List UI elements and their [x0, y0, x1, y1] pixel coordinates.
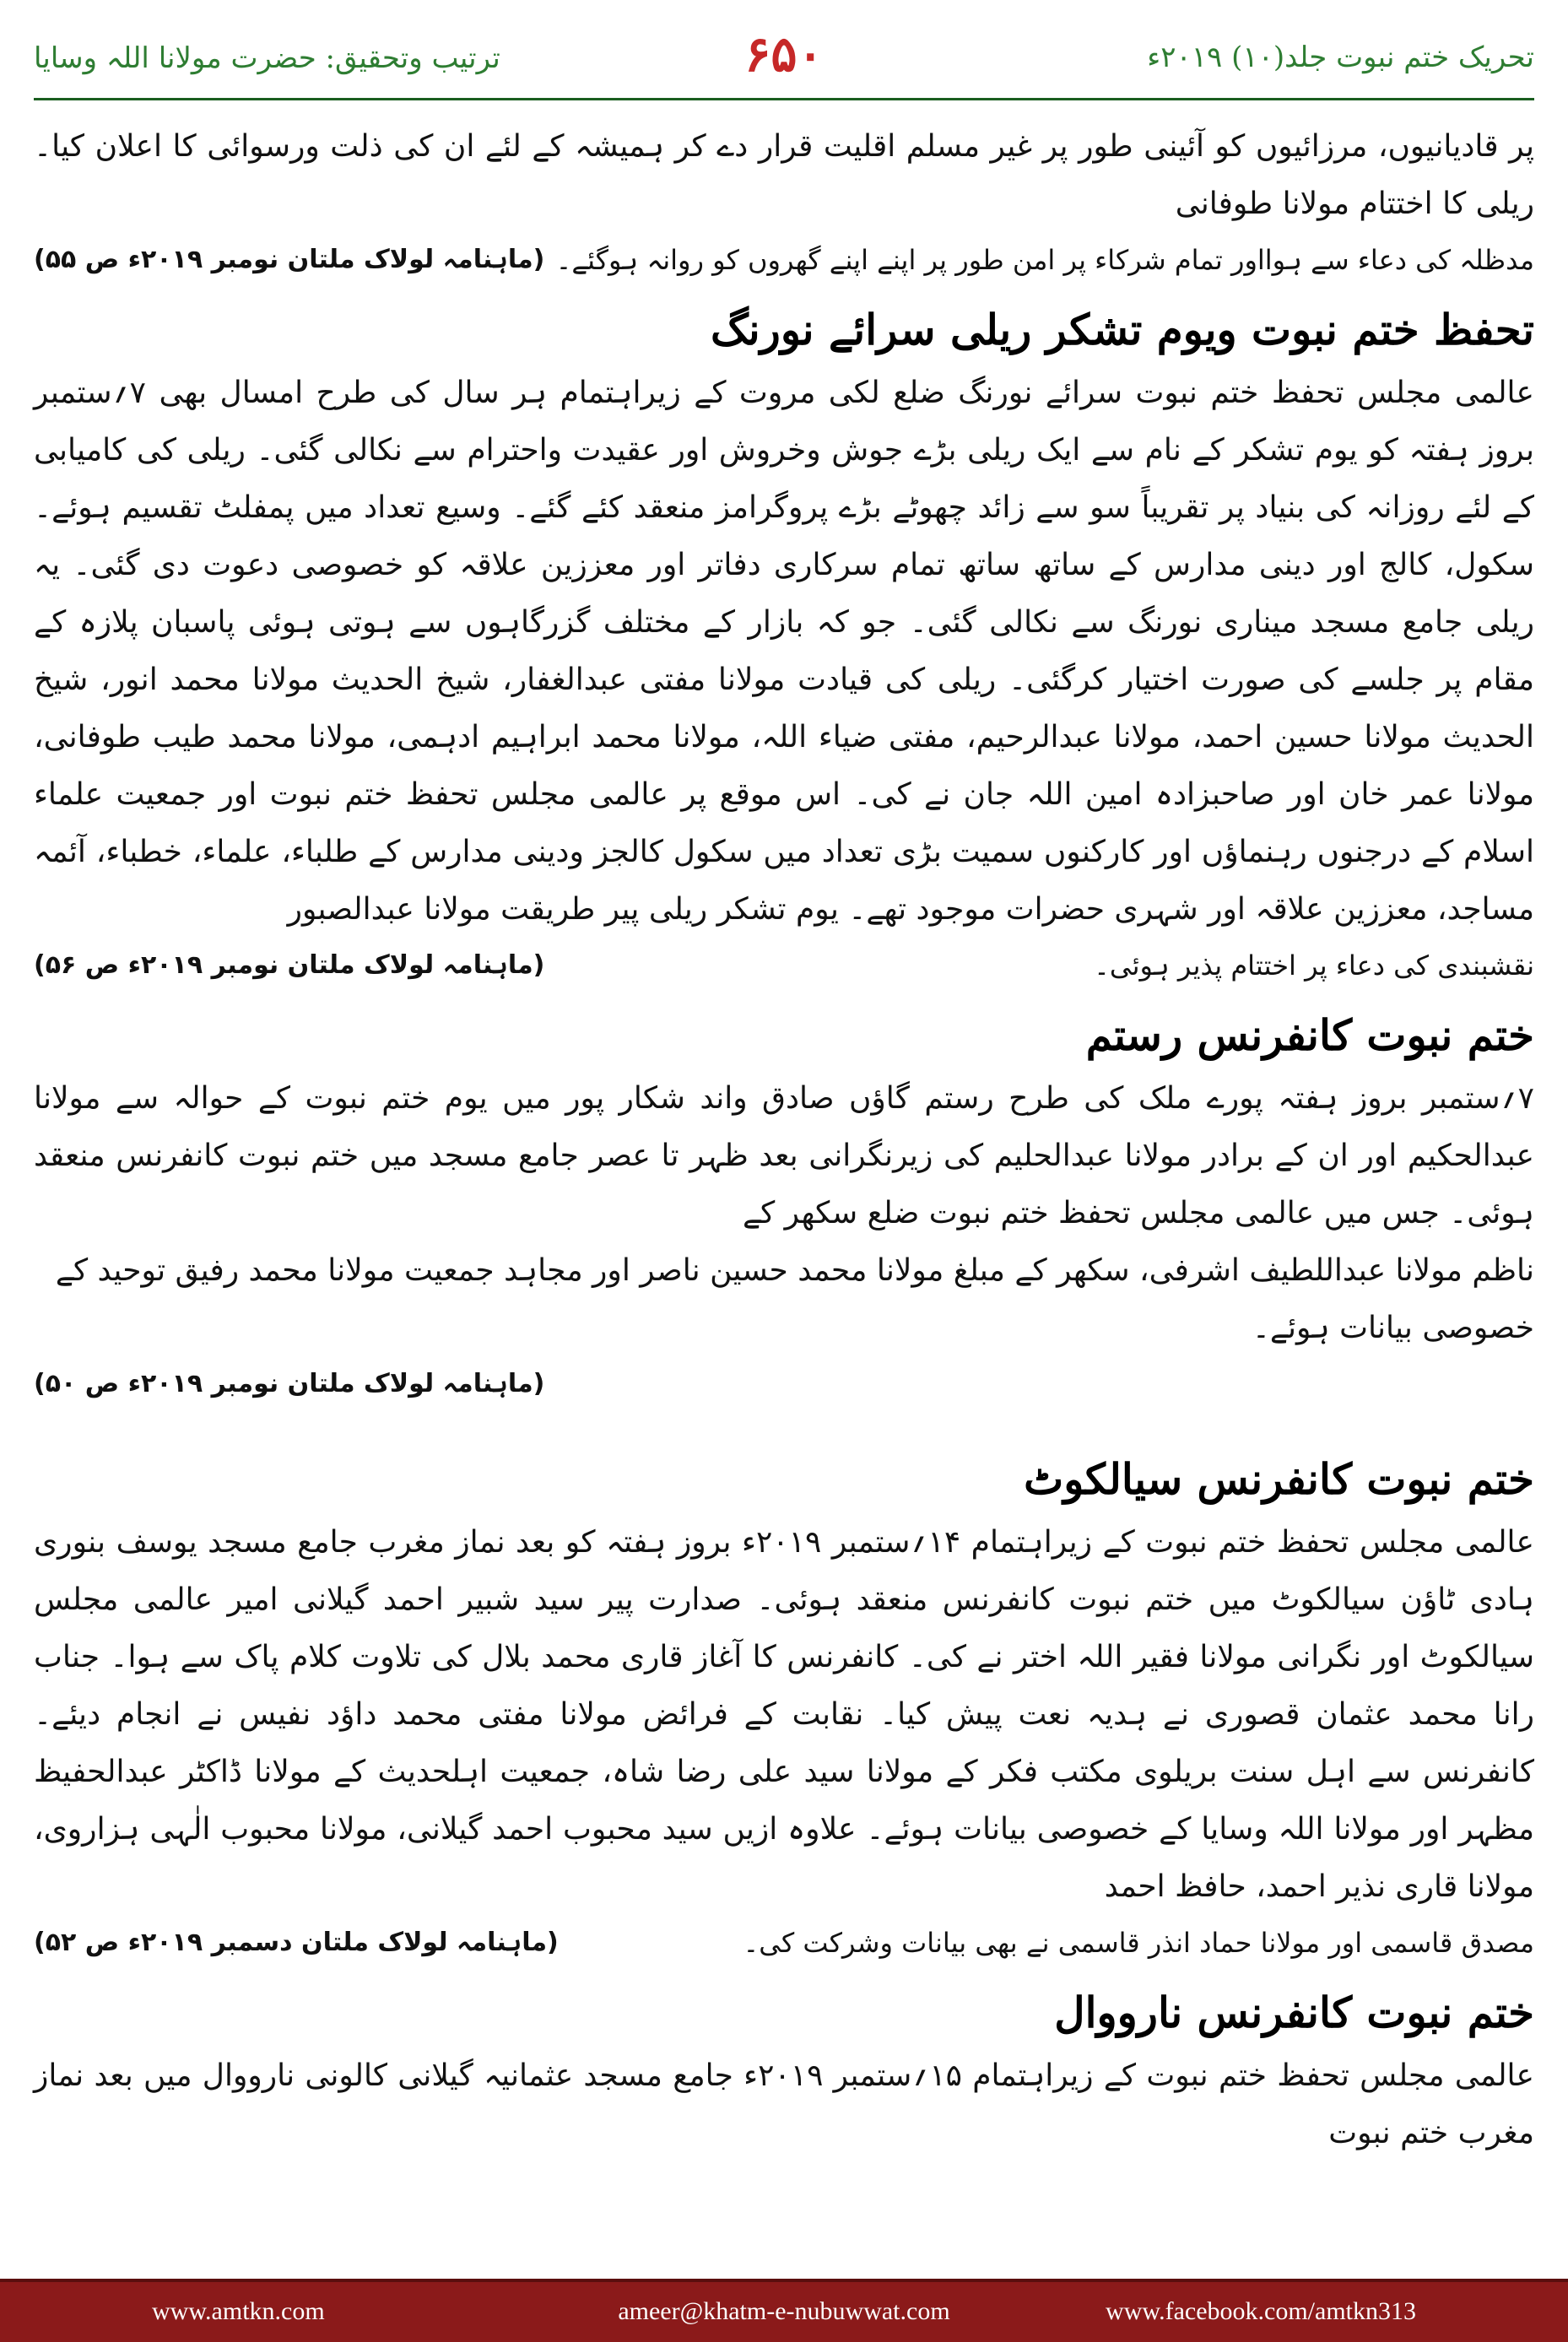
section-last-line: ناظم مولانا عبداللطیف اشرفی، سکھر کے مبلغ مولانا محمد حسین ناصر اور مجاہد جمعیت مولانا محمد رفیق توحید کے خصوصی بیانات ہوئے۔	[55, 1253, 1534, 1345]
section-last-line: نقشبندی کی دعاء پر اختتام پذیر ہوئی۔	[1094, 949, 1534, 982]
section-continuation	[34, 118, 1534, 287]
section-paragraph: پر قادیانیوں، مرزائیوں کو آئینی طور پر غیر مسلم اقلیت قرار دے کر ہمیشہ کے لئے ان کی ذلت ورسوائی کا اعلان کیا۔ ریلی کا اختتام مولانا طوفانی	[34, 129, 1534, 221]
section-closing-line	[34, 233, 1534, 287]
header-divider	[34, 98, 1534, 100]
footer-email-link[interactable]: ameer@khatm-e-nubuwwat.com	[618, 2297, 950, 2325]
page-body	[34, 118, 1534, 2237]
section-last-line: مصدق قاسمی اور مولانا حماد انذر قاسمی نے بھی بیانات وشرکت کی۔	[743, 1927, 1534, 1959]
header-editor-credit: ترتیب وتحقیق: حضرت مولانا اللہ وسایا	[34, 41, 500, 75]
footer-facebook-link[interactable]: www.facebook.com/amtkn313	[1106, 2297, 1416, 2325]
section-heading: ختم نبوت کانفرنس نارووال	[1054, 1988, 1534, 2037]
section-heading: ختم نبوت کانفرنس سیالکوٹ	[1024, 1454, 1534, 1504]
source-reference: (ماہنامہ لولاک ملتان نومبر ۲۰۱۹ء ص ۵۶)	[34, 950, 545, 980]
source-reference: (ماہنامہ لولاک ملتان نومبر ۲۰۱۹ء ص ۵۵)	[34, 245, 545, 274]
page-footer	[0, 2279, 1568, 2342]
section-heading: تحفظ ختم نبوت ویوم تشکر ریلی سرائے نورنگ	[711, 305, 1534, 354]
page-number: ۶۵۰	[744, 25, 824, 83]
section-paragraph: ۷؍ستمبر بروز ہفتہ پورے ملک کی طرح رستم گاؤں صادق واند شکار پور میں یوم ختم نبوت کے حوالہ سے مولانا عبدالحکیم اور ان کے برادر مولانا عبدالحلیم کی زیرنگرانی بعد ظہر تا عصر جامع مسجد میں ختم نبوت کانفرنس منعقد ہوئی۔ جس میں عالمی مجلس تحفظ ختم نبوت ضلع سکھر کے	[34, 1081, 1534, 1230]
section-paragraph: عالمی مجلس تحفظ ختم نبوت کے زیراہتمام ۱۵؍ستمبر ۲۰۱۹ء جامع مسجد عثمانیہ گیلانی کالونی نارووال میں بعد نماز مغرب ختم نبوت	[34, 2058, 1535, 2150]
section-last-line: مدظلہ کی دعاء سے ہوااور تمام شرکاء پر امن طور پر اپنے اپنے گھروں کو روانہ ہوگئے۔	[555, 244, 1534, 276]
header-book-title: تحریک ختم نبوت جلد(۱۰) ۲۰۱۹ء	[1147, 41, 1534, 74]
section-sialkot-conference	[34, 1445, 1534, 1970]
footer-website-link[interactable]: www.amtkn.com	[152, 2297, 325, 2325]
section-closing-line	[34, 938, 1534, 993]
page-header	[34, 25, 1534, 105]
section-paragraph: عالمی مجلس تحفظ ختم نبوت سرائے نورنگ ضلع لکی مروت کے زیراہتمام ہر سال کی طرح امسال بھی ۷؍ستمبر بروز ہفتہ کو یوم تشکر کے نام سے ایک ریلی بڑے جوش وخروش اور عقیدت واحترام سے نکالی گئی۔ ریلی کی کامیابی کے لئے روزانہ کی بنیاد پر تقریباً سو سے زائد چھوٹے بڑے پروگرامز منعقد کئے گئے۔ وسیع تعداد میں پمفلٹ تقسیم ہوئے۔ سکول، کالج اور دینی مدارس کے ساتھ ساتھ تمام سرکاری دفاتر اور معززین علاقہ کو خصوصی دعوت دی گئی۔ یہ ریلی جامع مسجد میناری نورنگ سے نکالی گئی۔ جو کہ بازار کے مختلف گزرگاہوں سے ہوتی ہوئی پاسبان پلازہ کے مقام پر جلسے کی صورت اختیار کرگئی۔ ریلی کی قیادت مولانا مفتی عبدالغفار، شیخ الحدیث مولانا محمد انور، شیخ الحدیث مولانا حسین احمد، مولانا عبدالرحیم، مفتی ضیاء اللہ، مولانا محمد ابراہیم ادہمی، مولانا محمد طیب طوفانی، مولانا عمر خان اور صاحبزادہ امین اللہ جان نے کی۔ اس موقع پر عالمی مجلس تحفظ ختم نبوت اور جمعیت علماء اسلام کے درجنوں رہنماؤں اور کارکنوں سمیت بڑی تعداد میں سکول کالجز ودینی مدارس کے طلباء، علماء، خطباء، آئمہ مساجد، معززین علاقہ اور شہری حضرات موجود تھے۔ یوم تشکر ریلی پیر طریقت مولانا عبدالصبور	[34, 376, 1534, 927]
section-rustam-conference	[34, 1001, 1534, 1411]
section-narowal-conference	[34, 1978, 1534, 2162]
source-reference: (ماہنامہ لولاک ملتان دسمبر ۲۰۱۹ء ص ۵۲)	[34, 1928, 559, 1957]
section-heading: ختم نبوت کانفرنس رستم	[1085, 1010, 1534, 1060]
source-reference: (ماہنامہ لولاک ملتان نومبر ۲۰۱۹ء ص ۵۰)	[34, 1369, 545, 1398]
section-noorang-rally	[34, 295, 1534, 993]
section-closing-line	[34, 1916, 1534, 1970]
section-paragraph: عالمی مجلس تحفظ ختم نبوت کے زیراہتمام ۱۴؍ستمبر ۲۰۱۹ء بروز ہفتہ کو بعد نماز مغرب جامع مسجد یوسف بنوری ہادی ٹاؤن سیالکوٹ میں ختم نبوت کانفرنس منعقد ہوئی۔ صدارت پیر سید شبیر احمد گیلانی امیر عالمی مجلس سیالکوٹ اور نگرانی مولانا فقیر اللہ اختر نے کی۔ کانفرنس کا آغاز قاری محمد بلال کی تلاوت کلام پاک سے ہوا۔ جناب رانا محمد عثمان قصوری نے ہدیہ نعت پیش کیا۔ نقابت کے فرائض مولانا مفتی محمد داؤد نفیس نے انجام دیئے۔ کانفرنس سے اہل سنت بریلوی مکتب فکر کے مولانا سید علی رضا شاہ، جمعیت اہلحدیث کے مولانا ڈاکٹر عبدالحفیظ مظہر اور مولانا اللہ وسایا کے خصوصی بیانات ہوئے۔ علاوہ ازیں سید محبوب احمد گیلانی، مولانا محبوب الٰہی ہزاروی، مولانا قاری نذیر احمد، حافظ احمد	[34, 1525, 1534, 1904]
